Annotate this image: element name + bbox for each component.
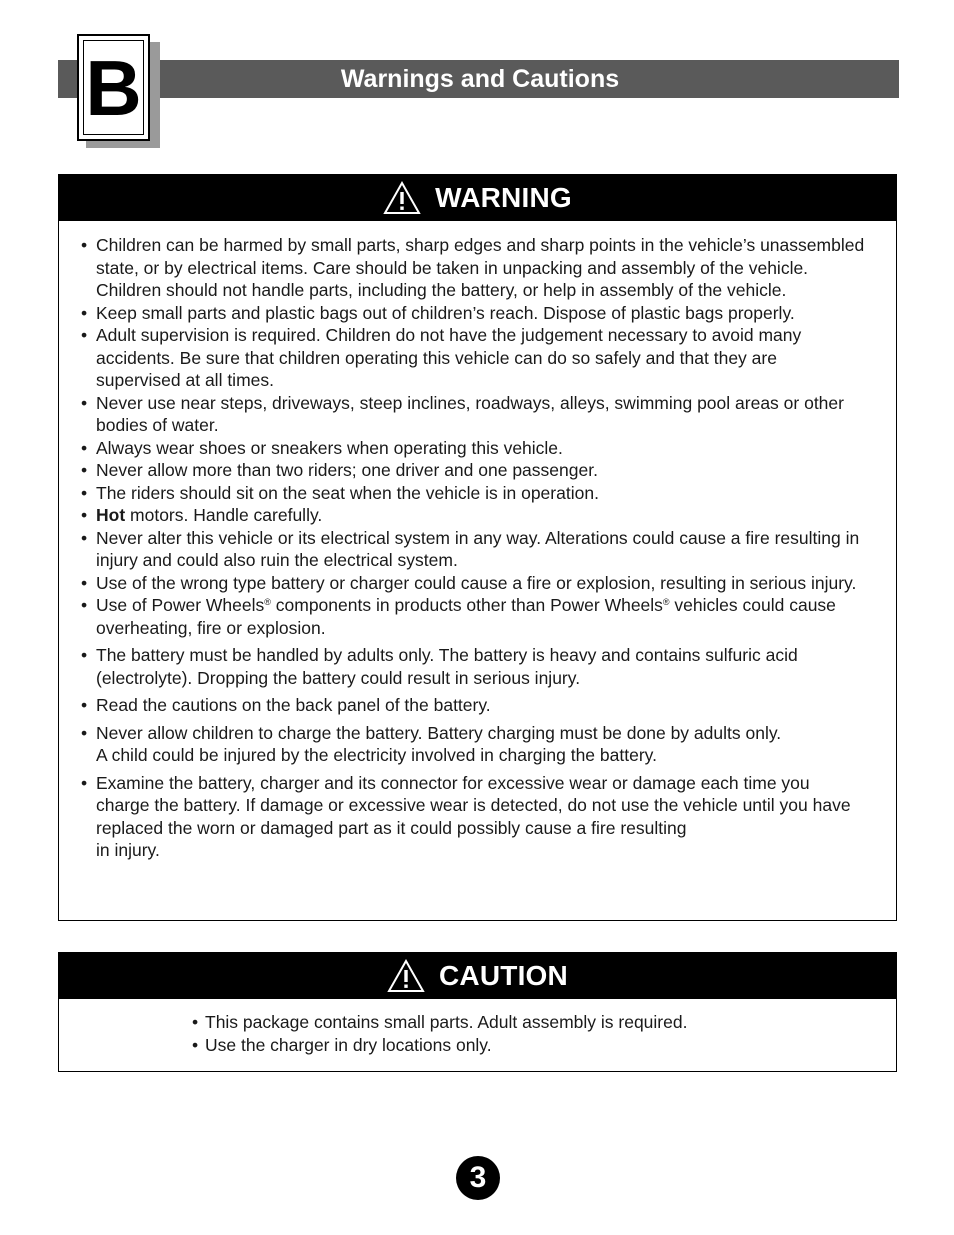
caution-item: • Use the charger in dry locations only. <box>192 1034 876 1057</box>
warning-item: • The riders should sit on the seat when the vehicle is in operation. <box>81 482 866 505</box>
caution-list <box>59 999 896 1056</box>
warning-item: • Never allow more than two riders; one driver and one passenger. <box>81 459 866 482</box>
hot-emphasis: Hot <box>96 505 126 525</box>
warning-item: • Examine the battery, charger and its connector for excessive wear or damage each time you charge the battery. If damage or excessive wear is detected, do not use the vehicle until you have replaced the worn or damaged part as it could possibly cause a fire resulting in injury. <box>81 772 866 862</box>
warning-item: • Always wear shoes or sneakers when operating this vehicle. <box>81 437 866 460</box>
warning-item: • Use of Power Wheels® components in products other than Power Wheels® vehicles could cause overheating, fire or explosion. <box>81 594 866 639</box>
warning-item: • Adult supervision is required. Children do not have the judgement necessary to avoid many accidents. Be sure that children operating this vehicle can do so safely and that they are supervised at all times. <box>81 324 866 392</box>
warning-item: • Hot motors. Handle carefully. <box>81 504 866 527</box>
registered-mark: ® <box>662 597 670 607</box>
caution-item: • This package contains small parts. Adult assembly is required. <box>192 1011 876 1034</box>
warning-label: WARNING <box>435 182 572 213</box>
warning-item: • Read the cautions on the back panel of the battery. <box>81 694 866 717</box>
warning-box <box>58 174 897 921</box>
warning-triangle-icon <box>383 181 421 215</box>
warning-item: • Never use near steps, driveways, steep inclines, roadways, alleys, swimming pool areas or other bodies of water. <box>81 392 866 437</box>
warning-item: • Children can be harmed by small parts, sharp edges and sharp points in the vehicle’s unassembled state, or by electrical items. Care should be taken in unpacking and assembly of the vehicle. Children should not handle parts, including the battery, or help in assembly of the vehicle. <box>81 234 866 302</box>
warning-header <box>59 175 896 221</box>
warning-item: • Use of the wrong type battery or charger could cause a fire or explosion, resulting in serious injury. <box>81 572 866 595</box>
caution-label: CAUTION <box>439 960 568 991</box>
section-title: Warnings and Cautions <box>340 65 620 93</box>
page-number: 3 <box>456 1156 500 1200</box>
caution-box <box>58 952 897 1072</box>
warning-item: • The battery must be handled by adults only. The battery is heavy and contains sulfuric acid (electrolyte). Dropping the battery could result in serious injury. <box>81 644 866 689</box>
registered-mark: ® <box>264 597 271 607</box>
warning-item: • Never alter this vehicle or its electrical system in any way. Alterations could cause a fire resulting in injury and could also ruin the electrical system. <box>81 527 866 572</box>
section-letter: B <box>83 40 144 135</box>
warning-item: • Keep small parts and plastic bags out of children’s reach. Dispose of plastic bags properly. <box>81 302 866 325</box>
warning-list <box>59 221 896 862</box>
warning-item: • Never allow children to charge the battery. Battery charging must be done by adults only. A child could be injured by the electricity involved in charging the battery. <box>81 722 866 767</box>
warning-triangle-icon <box>387 959 425 993</box>
caution-header <box>59 953 896 999</box>
section-letter-box <box>77 34 150 141</box>
